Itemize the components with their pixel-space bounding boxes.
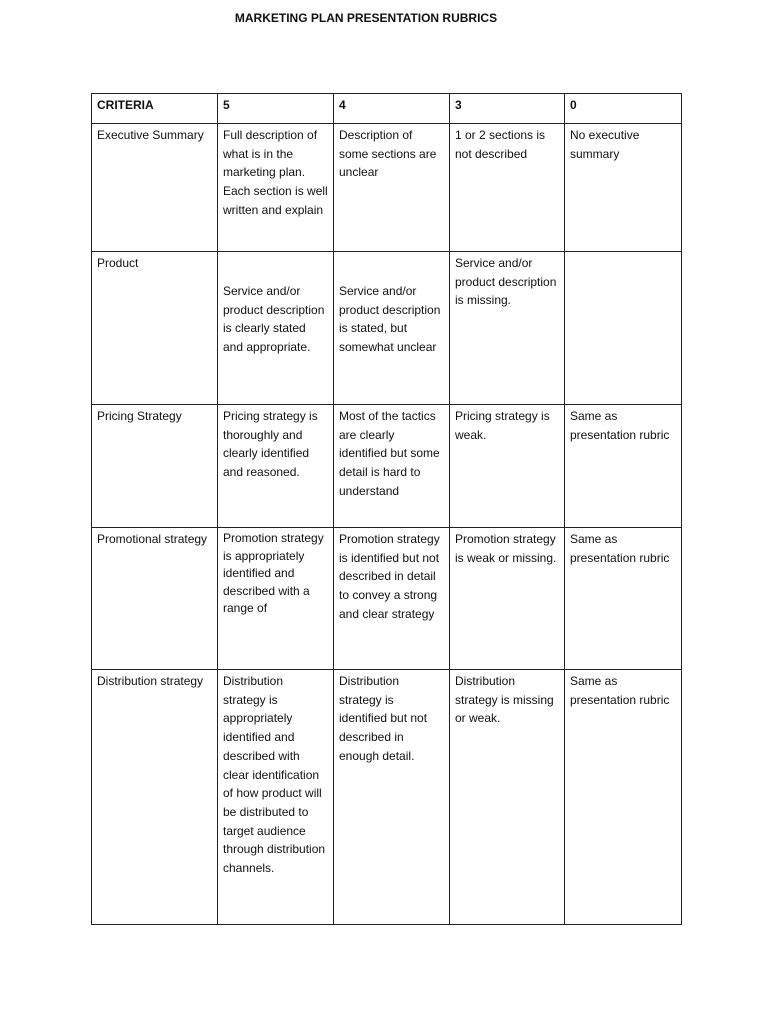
table-row [92, 252, 682, 405]
table-row [92, 124, 682, 252]
score-4-cell: Service and/or product description is stated, but somewhat unclear [334, 252, 450, 405]
score-0-cell [565, 252, 682, 405]
score-5-cell: Pricing strategy is thoroughly and clearly identified and reasoned. [218, 405, 334, 528]
header-score-5: 5 [218, 94, 334, 124]
document-title: MARKETING PLAN PRESENTATION RUBRICS [234, 11, 498, 25]
score-0-cell: No executive summary [565, 124, 682, 252]
score-5-cell: Promotion strategy is appropriately identified and described with a range of [218, 528, 334, 670]
score-4-cell: Most of the tactics are clearly identified but some detail is hard to understand [334, 405, 450, 528]
criteria-cell: Promotional strategy [92, 528, 218, 670]
score-5-cell: Service and/or product description is clearly stated and appropriate. [218, 252, 334, 405]
header-score-0: 0 [565, 94, 682, 124]
table-row [92, 528, 682, 670]
score-3-cell: 1 or 2 sections is not described [450, 124, 565, 252]
score-0-cell: Same as presentation rubric [565, 670, 682, 925]
table-row [92, 405, 682, 528]
score-5-cell: Distribution strategy is appropriately identified and described with clear identification of how product will be distributed to target audience through distribution channels. [218, 670, 334, 925]
score-4-cell: Promotion strategy is identified but not described in detail to convey a strong and clear strategy [334, 528, 450, 670]
score-3-cell: Distribution strategy is missing or weak. [450, 670, 565, 925]
score-0-cell: Same as presentation rubric [565, 405, 682, 528]
score-5-cell: Full description of what is in the marketing plan. Each section is well written and explain [218, 124, 334, 252]
score-3-cell: Pricing strategy is weak. [450, 405, 565, 528]
score-3-cell: Promotion strategy is weak or missing. [450, 528, 565, 670]
table-header-row [92, 94, 682, 124]
score-4-cell: Distribution strategy is identified but not described in enough detail. [334, 670, 450, 925]
criteria-cell: Pricing Strategy [92, 405, 218, 528]
criteria-cell: Product [92, 252, 218, 405]
table-row [92, 670, 682, 925]
criteria-cell: Executive Summary [92, 124, 218, 252]
header-score-4: 4 [334, 94, 450, 124]
score-3-cell: Service and/or product description is missing. [450, 252, 565, 405]
score-4-cell: Description of some sections are unclear [334, 124, 450, 252]
score-0-cell: Same as presentation rubric [565, 528, 682, 670]
criteria-cell: Distribution strategy [92, 670, 218, 925]
rubric-table [91, 93, 682, 925]
header-score-3: 3 [450, 94, 565, 124]
header-criteria: CRITERIA [92, 94, 218, 124]
